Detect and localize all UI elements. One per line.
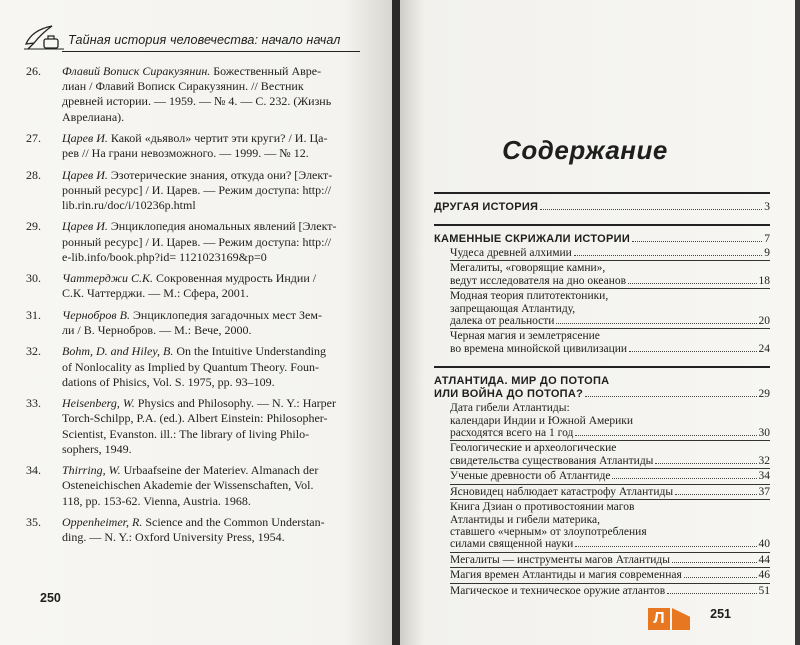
reference-line: Эзотерические знания, откуда они? [Элект- [107, 167, 333, 182]
toc-section [434, 224, 770, 356]
reference-text [62, 131, 366, 161]
reference-line: Энциклопедия загадочных мест Зем- [129, 307, 322, 322]
entry-line [450, 275, 770, 287]
page-ref: 40 [758, 538, 770, 551]
section-rule [434, 224, 770, 226]
reference-author: Царев И. [62, 131, 108, 145]
entry-line [450, 303, 770, 315]
reference-text [62, 168, 366, 214]
entry-line [450, 526, 770, 538]
publisher-logo: Л [648, 608, 670, 630]
entry-line [450, 455, 770, 467]
reference-line: Аврелиана). [62, 109, 125, 124]
dot-leader [612, 478, 756, 479]
entry-line [450, 585, 770, 597]
reference-author: Чернобров В. [62, 307, 130, 322]
page-ref: 7 [764, 233, 770, 245]
entry-line [450, 343, 770, 355]
dot-leader [575, 546, 756, 547]
reference-text [62, 308, 366, 338]
dot-leader [540, 209, 762, 210]
entry-title: Модная теория плитотектоники, [450, 290, 609, 303]
reference-line: Сокровенная мудрость Индии / [152, 271, 317, 286]
dot-leader [574, 255, 762, 256]
reference-line: Science and the Common Understan- [142, 514, 325, 529]
section-title-line [434, 375, 770, 388]
reference-line: ли / В. Чернобров. — М.: Вече, 2000. [62, 322, 252, 337]
toc-section [434, 192, 770, 214]
entry-title: Мегалиты — инструменты магов Атлантиды [450, 553, 670, 566]
reference-item [26, 131, 366, 161]
page-number-left: 250 [40, 591, 61, 605]
reference-text [62, 344, 366, 390]
entry-title: Магия времен Атлантиды и магия современная [450, 569, 682, 582]
section-entries [450, 401, 770, 598]
table-of-contents [434, 192, 770, 608]
entry-title: силами священной науки [450, 538, 574, 551]
entry-line [450, 290, 770, 302]
section-title-line [434, 233, 770, 246]
section-rule [434, 366, 770, 368]
quill-inkwell-icon [22, 24, 66, 50]
entry-line [450, 330, 770, 342]
toc-entry [450, 261, 770, 289]
entry-line [450, 538, 770, 550]
reference-line: On the Intuitive Understanding [173, 344, 326, 359]
dot-leader [628, 283, 756, 284]
book-edge [795, 0, 800, 645]
entry-line [450, 247, 770, 259]
section-title: АТЛАНТИДА. МИР ДО ПОТОПА [434, 375, 610, 388]
entry-title: расходятся всего на 1 год [450, 427, 574, 440]
bibliography-list [26, 64, 366, 552]
dot-leader [684, 577, 757, 578]
entry-title: далека от реальности [450, 315, 555, 328]
reference-line: Божественный Авре- [210, 64, 322, 78]
dot-leader [556, 323, 756, 324]
page-ref: 51 [758, 584, 770, 597]
reference-line: Torch-Schilpp, P.A. (ed.). Albert Einstein: Philosopher- [62, 411, 328, 426]
book-gutter [392, 0, 400, 645]
entry-line [450, 486, 770, 498]
reference-line: sophers, 1949. [62, 441, 132, 456]
entry-line [450, 554, 770, 566]
reference-number: 27. [26, 131, 41, 145]
reference-line: Энциклопедия аномальных явлений [Элект- [107, 219, 337, 234]
reference-text [62, 463, 366, 509]
reference-text [62, 515, 366, 545]
entry-title: Дата гибели Атлантиды: [450, 402, 570, 415]
toc-entry [450, 485, 770, 500]
reference-line: of Nonlocality as Implied by Quantum Theory. Foun- [62, 359, 319, 374]
reference-line: Physics and Philosophy. — N. Y.: Harper [134, 396, 336, 411]
reference-number: 30. [26, 271, 41, 286]
section-rule [434, 192, 770, 194]
contents-heading: Содержание [502, 135, 668, 165]
entry-line [450, 402, 770, 414]
right-page [400, 0, 795, 645]
toc-entry [450, 568, 770, 583]
entry-title: Книга Дзиан о противостоянии магов [450, 501, 635, 514]
running-head [22, 22, 372, 52]
reference-line: рев // На грани невозможного. — 1999. — № 12. [62, 146, 309, 161]
page-ref: 30 [758, 427, 770, 440]
reference-text [62, 396, 366, 457]
reference-line: лиан / Флавий Вописк Сиракузянин. // Вестник [62, 79, 304, 94]
reference-line: 118, pp. 153-62. Vienna, Austria. 1968. [62, 493, 251, 508]
reference-author: Heisenberg, W. [62, 396, 135, 411]
reference-number: 33. [26, 396, 41, 411]
reference-line: ронный ресурс] / И. Царев. — Режим доступа: http:// [62, 182, 332, 197]
section-heading [434, 201, 770, 214]
entry-title: Атлантиды и гибели материка, [450, 513, 601, 526]
entry-title: Мегалиты, «говорящие камни», [450, 262, 606, 275]
reference-author: Bohm, D. and Hiley, B. [62, 344, 174, 359]
toc-entry [450, 500, 770, 553]
reference-line: С.К. Чаттерджи. — М.: Сфера, 2001. [62, 286, 249, 301]
reference-line: ронный ресурс] / И. Царев. — Режим доступа: http:// [62, 234, 332, 249]
toc-section [434, 366, 770, 598]
reference-number: 34. [26, 463, 41, 478]
section-title: КАМЕННЫЕ СКРИЖАЛИ ИСТОРИИ [434, 233, 631, 245]
page-ref: 37 [758, 485, 770, 498]
page-ref: 46 [758, 569, 770, 582]
entry-line [450, 415, 770, 427]
reference-number: 32. [26, 344, 41, 359]
reference-item [26, 515, 366, 545]
toc-entry [450, 329, 770, 356]
page-number-right: 251 [710, 607, 731, 621]
entry-title: календари Индии и Южной Америки [450, 414, 634, 427]
reference-item [26, 219, 366, 265]
reference-author: Чаттерджи С.К. [62, 271, 153, 286]
reference-item [26, 168, 366, 214]
section-entries [450, 246, 770, 356]
reference-number: 35. [26, 514, 41, 529]
dot-leader [632, 241, 762, 242]
entry-line [450, 315, 770, 327]
reference-line: древней истории. — 1959. — № 4. — С. 232. (Жизнь [62, 94, 332, 109]
running-head-rule [62, 51, 360, 52]
reference-item [26, 396, 366, 457]
reference-line: Osteneichischen Akademie der Wissenschaften, Vol. [62, 478, 314, 493]
toc-entry [450, 441, 770, 469]
reference-line: e-lib.info/book.php?id= 1121023169&p=0 [62, 249, 267, 264]
page-ref: 34 [758, 470, 770, 483]
reference-item [26, 308, 366, 338]
left-page [0, 0, 392, 645]
reference-number: 31. [26, 307, 41, 322]
reference-text [62, 64, 366, 125]
entry-title: Ясновидец наблюдает катастрофу Атлантиды [450, 485, 674, 498]
reference-number: 28. [26, 167, 41, 182]
page-ref: 20 [758, 315, 770, 328]
reference-author: Царев И. [62, 167, 108, 182]
dot-leader [629, 351, 756, 352]
running-head-title: Тайная история человечества: начало начал [68, 33, 341, 47]
reference-item [26, 271, 366, 301]
reference-item [26, 64, 366, 125]
reference-item [26, 344, 366, 390]
entry-title: Чудеса древней алхимии [450, 247, 572, 259]
entry-title: Ученые древности об Атлантиде [450, 470, 611, 483]
section-title-line [434, 388, 770, 401]
reference-line: Scientist, Evanston. ill.: The library of living Philo- [62, 426, 310, 441]
entry-line [450, 569, 770, 581]
entry-title: ведут исследователя на дно океанов [450, 274, 627, 287]
reference-line: Urbaafseine der Materiev. Almanach der [120, 463, 319, 478]
dot-leader [675, 494, 756, 495]
entry-line [450, 427, 770, 439]
page-ref: 9 [764, 247, 770, 259]
entry-line [450, 442, 770, 454]
reference-text [62, 219, 366, 265]
reference-number: 26. [26, 64, 41, 78]
entry-line [450, 514, 770, 526]
entry-title: свидетельства существования Атлантиды [450, 454, 654, 467]
page-ref: 32 [758, 454, 770, 467]
reference-line: ding. — N. Y.: Oxford University Press, 1954. [62, 530, 285, 545]
section-title-line [434, 201, 770, 214]
section-title: ДРУГАЯ ИСТОРИЯ [434, 201, 539, 213]
reference-number: 29. [26, 219, 41, 234]
entry-title: запрещающая Атлантиду, [450, 302, 576, 315]
entry-title: ставшего «черным» от злоупотребления [450, 525, 647, 538]
reference-author: Oppenheimer, R. [62, 514, 143, 529]
page-ref: 44 [758, 553, 770, 566]
entry-title: Черная магия и землетрясение [450, 330, 600, 343]
reference-text [62, 271, 366, 301]
dot-leader [672, 562, 757, 563]
toc-entry [450, 584, 770, 598]
toc-entry [450, 469, 770, 484]
dot-leader [667, 593, 756, 594]
entry-title: Геологические и археологические [450, 442, 617, 455]
entry-line [450, 470, 770, 482]
toc-entry [450, 246, 770, 261]
reference-author: Флавий Вописк Сиракузянин. [62, 64, 211, 78]
page-ref: 24 [758, 342, 770, 355]
section-heading [434, 233, 770, 246]
toc-entry [450, 401, 770, 441]
entry-line [450, 262, 770, 274]
dot-leader [575, 435, 756, 436]
reference-line: dations of Phisics, Vol. S. 1975, pp. 93–109. [62, 374, 275, 389]
toc-entry [450, 553, 770, 568]
entry-line [450, 501, 770, 513]
reference-author: Thirring, W. [62, 463, 121, 478]
reference-author: Царев И. [62, 219, 108, 234]
dot-leader [655, 463, 756, 464]
section-title: ИЛИ ВОЙНА ДО ПОТОПА? [434, 388, 584, 401]
reference-item [26, 463, 366, 509]
page-ref: 29 [758, 388, 770, 401]
page-ref: 18 [758, 274, 770, 287]
reference-line: Какой «дьявол» чертит эти круги? / И. Ца- [107, 131, 328, 145]
section-heading [434, 375, 770, 401]
reference-line: lib.rin.ru/doc/i/10236p.html [62, 198, 196, 212]
page-ref: 3 [764, 201, 770, 213]
dot-leader [585, 396, 756, 397]
entry-title: Магическое и техническое оружие атлантов [450, 584, 666, 597]
entry-title: во времена минойской цивилизации [450, 342, 628, 355]
toc-entry [450, 289, 770, 329]
